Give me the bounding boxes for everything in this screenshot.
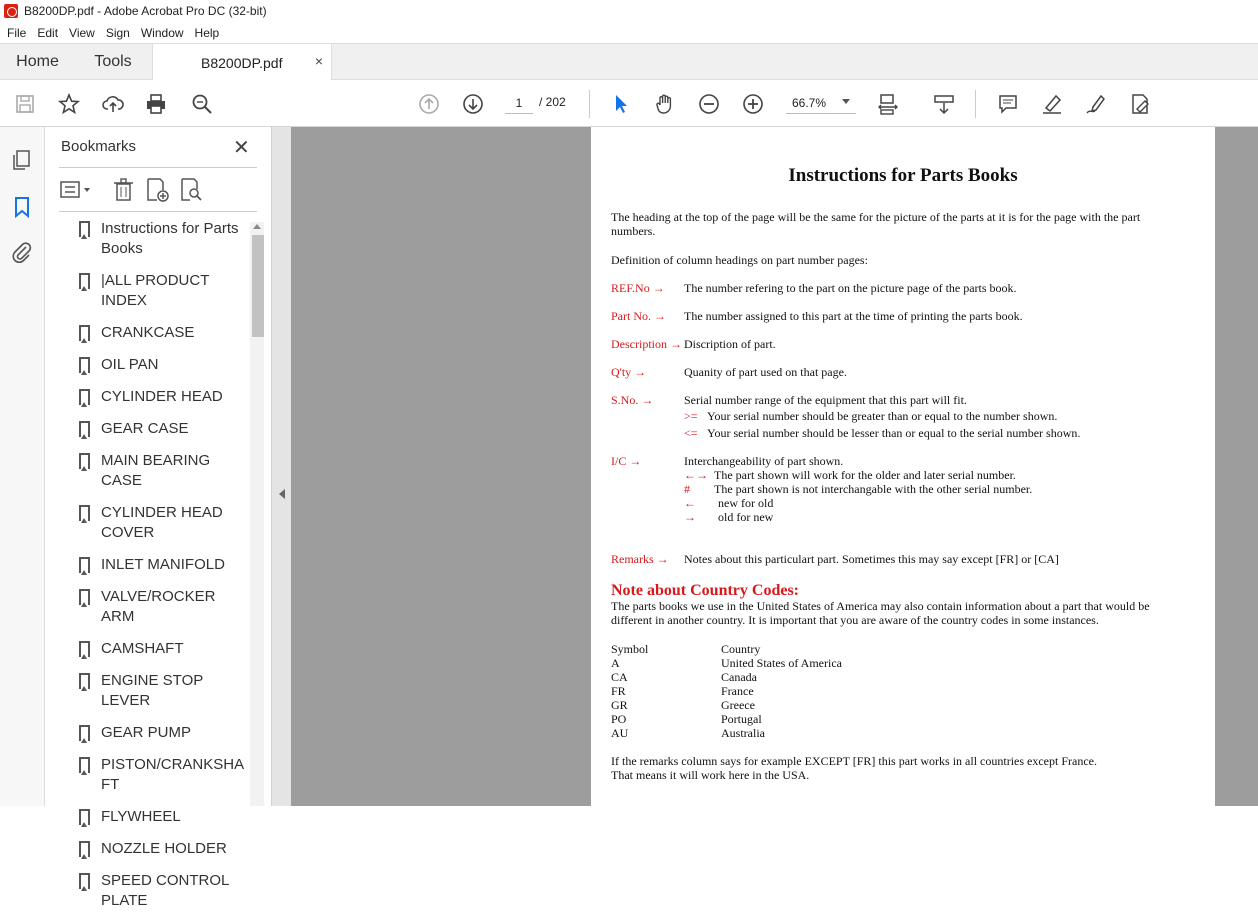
options-menu-icon[interactable] — [59, 177, 85, 203]
tab-document-label: B8200DP.pdf — [201, 54, 283, 71]
hash-text: The part shown is not interchangable with the other serial number. — [714, 482, 1033, 496]
bookmark-icon — [79, 221, 90, 237]
menu-help[interactable]: Help — [194, 25, 220, 40]
country-symbol: FR — [611, 684, 626, 698]
scroll-mode-icon[interactable] — [932, 92, 956, 116]
right-arrow-text: old for new — [718, 510, 774, 524]
bookmark-item[interactable] — [59, 755, 249, 807]
footer-line-2: That means it will work here in the USA. — [611, 768, 810, 782]
description-text: Discription of part. — [684, 337, 776, 351]
bookmark-icon — [79, 453, 90, 469]
le-symbol: <= — [684, 426, 698, 440]
delete-bookmark-icon[interactable] — [111, 177, 137, 203]
star-icon[interactable] — [57, 92, 81, 116]
panel-splitter[interactable] — [271, 127, 291, 806]
page-fit-icon[interactable] — [876, 92, 900, 116]
country-name: France — [721, 684, 754, 698]
save-icon[interactable] — [13, 92, 37, 116]
bookmark-list — [59, 219, 249, 909]
edit-pdf-icon[interactable] — [1128, 92, 1152, 116]
bookmark-item[interactable] — [59, 807, 249, 839]
bookmark-label: NOZZLE HOLDER — [101, 840, 227, 857]
tab-bar — [0, 43, 1258, 80]
bookmark-item[interactable] — [59, 723, 249, 755]
country-symbol: GR — [611, 698, 628, 712]
window-title: B8200DP.pdf - Adobe Acrobat Pro DC (32-bit) — [24, 4, 267, 18]
document-viewer[interactable] — [291, 127, 1258, 806]
tab-tools[interactable]: Tools — [94, 53, 132, 70]
chevron-down-icon — [842, 99, 850, 104]
country-name: Portugal — [721, 712, 762, 726]
description-label: Description → — [611, 337, 682, 351]
bookmark-item[interactable] — [59, 587, 249, 639]
bookmark-label: GEAR CASE — [101, 420, 189, 437]
ic-text: Interchangeability of part shown. — [684, 454, 844, 468]
sno-label: S.No. → — [611, 393, 654, 407]
country-symbol: A — [611, 656, 620, 670]
zoom-in-icon[interactable] — [741, 92, 765, 116]
bookmark-icon — [79, 809, 90, 825]
bookmark-label: CRANKCASE — [101, 324, 195, 341]
bookmark-item[interactable] — [59, 271, 249, 323]
bookmark-label: CYLINDER HEAD COVER — [101, 504, 223, 541]
part-no-text: The number assigned to this part at the time of printing the parts book. — [684, 309, 1023, 323]
bookmark-label: MAIN BEARING CASE — [101, 452, 211, 489]
sno-text: Serial number range of the equipment that this part will fit. — [684, 393, 967, 407]
country-name: Australia — [721, 726, 765, 740]
bookmark-label: Instructions for Parts Books — [101, 220, 239, 257]
zoom-out-icon[interactable] — [697, 92, 721, 116]
bookmark-scrollbar-thumb[interactable] — [252, 235, 264, 337]
bookmark-item[interactable] — [59, 451, 249, 503]
ic-label: I/C → — [611, 454, 642, 468]
cloud-upload-icon[interactable] — [101, 92, 125, 116]
tab-home[interactable]: Home — [16, 53, 59, 70]
country-column-header: Country — [721, 642, 761, 656]
select-cursor-icon[interactable] — [609, 92, 633, 116]
next-page-icon[interactable] — [461, 92, 485, 116]
bookmark-icon — [79, 841, 90, 857]
bookmark-icon — [79, 325, 90, 341]
menu-view[interactable]: View — [69, 25, 95, 40]
tab-document[interactable] — [152, 44, 332, 81]
remarks-text: Notes about this particulart part. Sometimes this may say except [FR] or [CA] — [684, 552, 1059, 566]
bookmark-label: CYLINDER HEAD — [101, 388, 223, 405]
page-thumbnails-icon[interactable] — [10, 148, 34, 172]
left-arrow-text: new for old — [718, 496, 774, 510]
bookmark-icon — [79, 873, 90, 889]
hand-tool-icon[interactable] — [653, 92, 677, 116]
bookmark-icon — [79, 421, 90, 437]
left-arrow-symbol: ← — [684, 496, 696, 510]
bookmark-icon — [79, 505, 90, 521]
le-text: Your serial number should be lesser than or equal to the serial number shown. — [707, 426, 1081, 440]
country-symbol: PO — [611, 712, 627, 726]
collapse-panel-icon[interactable] — [279, 489, 285, 499]
bookmarks-panel-icon[interactable] — [10, 195, 34, 219]
bookmark-label: PISTON/CRANKSHAFT — [101, 756, 245, 793]
bookmark-item[interactable] — [59, 355, 249, 387]
scroll-up-icon[interactable] — [253, 224, 261, 229]
close-icon[interactable]: ✕ — [233, 137, 250, 159]
bookmark-item[interactable] — [59, 639, 249, 671]
bookmark-item[interactable] — [59, 871, 249, 923]
both-text: The part shown will work for the older and later serial number. — [714, 468, 1016, 482]
menu-bar — [0, 22, 1258, 43]
country-name: United States of America — [721, 656, 842, 670]
bookmark-search-icon[interactable] — [179, 177, 205, 203]
previous-page-icon[interactable] — [417, 92, 441, 116]
both-symbol: ←→ — [684, 468, 708, 482]
bookmark-item[interactable] — [59, 387, 249, 419]
bookmark-label: SPEED CONTROL PLATE — [101, 872, 229, 909]
remarks-label: Remarks → — [611, 552, 669, 566]
bookmark-icon — [79, 725, 90, 741]
tab-close-icon[interactable]: × — [314, 53, 323, 69]
zoom-level-select[interactable] — [786, 92, 856, 114]
bookmark-label: FLYWHEEL — [101, 808, 181, 825]
sign-icon[interactable] — [1084, 92, 1108, 116]
note-line-2: different in another country. It is important that you are aware of the country codes in some instances. — [611, 613, 1099, 627]
highlight-pen-icon[interactable] — [1040, 92, 1064, 116]
panel-divider — [59, 211, 257, 212]
attachments-icon[interactable] — [10, 240, 34, 264]
bookmark-item[interactable] — [59, 503, 249, 555]
bookmark-label: OIL PAN — [101, 356, 159, 373]
bookmarks-panel — [45, 127, 271, 909]
page-number-input[interactable]: 1 — [505, 92, 533, 114]
menu-window[interactable]: Window — [140, 25, 184, 40]
bookmark-icon — [79, 589, 90, 605]
part-no-label: Part No. → — [611, 309, 666, 323]
country-codes-heading: Note about Country Codes: — [611, 582, 799, 599]
pdf-page — [591, 127, 1215, 806]
left-rail — [0, 127, 45, 806]
toolbar — [0, 80, 1258, 127]
bookmark-icon — [79, 757, 90, 773]
bookmark-item[interactable] — [59, 839, 249, 871]
country-name: Greece — [721, 698, 755, 712]
title-bar — [0, 0, 1258, 22]
comment-icon[interactable] — [996, 92, 1020, 116]
qty-text: Quanity of part used on that page. — [684, 365, 847, 379]
bookmark-icon — [79, 673, 90, 689]
bookmark-label: |ALL PRODUCT INDEX — [101, 272, 210, 309]
bookmark-icon — [79, 273, 90, 289]
menu-sign[interactable]: Sign — [105, 25, 130, 40]
bookmark-icon — [79, 389, 90, 405]
bookmark-label: INLET MANIFOLD — [101, 556, 225, 573]
bookmark-item[interactable] — [59, 323, 249, 355]
bookmark-item[interactable] — [59, 671, 249, 723]
toolbar-divider — [975, 90, 976, 118]
qty-label: Q'ty → — [611, 365, 647, 379]
bookmark-label: VALVE/ROCKER ARM — [101, 588, 216, 625]
bookmark-label: CAMSHAFT — [101, 640, 184, 657]
ge-symbol: >= — [684, 409, 698, 423]
menu-file[interactable]: File — [7, 25, 27, 40]
new-bookmark-icon[interactable] — [145, 177, 171, 203]
definition-heading: Definition of column headings on part number pages: — [611, 253, 868, 267]
acrobat-logo-icon — [4, 4, 18, 18]
country-symbol: AU — [611, 726, 629, 740]
bookmark-icon — [79, 557, 90, 573]
page-heading: Instructions for Parts Books — [788, 165, 1018, 186]
symbol-column-header: Symbol — [611, 642, 649, 656]
zoom-level-value: 66.7% — [792, 95, 827, 110]
bookmark-item[interactable] — [59, 555, 249, 587]
menu-edit[interactable]: Edit — [37, 25, 59, 40]
intro-text: The heading at the top of the page will be the same for the picture of the parts at it is for the page with the part numbers. — [611, 210, 1141, 238]
bookmark-item[interactable] — [59, 219, 249, 271]
panel-divider — [59, 167, 257, 168]
note-line-1: The parts books we use in the United States of America may also contain information about a part that would be — [611, 599, 1150, 613]
bookmark-label: GEAR PUMP — [101, 724, 192, 741]
right-arrow-symbol: → — [684, 510, 696, 524]
footer-line-1: If the remarks column says for example EXCEPT [FR] this part works in all countries except France. — [611, 754, 1097, 768]
country-symbol: CA — [611, 670, 628, 684]
search-zoom-icon[interactable] — [190, 92, 214, 116]
print-icon[interactable] — [144, 92, 168, 116]
bookmark-icon — [79, 357, 90, 373]
bookmark-icon — [79, 641, 90, 657]
bookmark-label: ENGINE STOP LEVER — [101, 672, 203, 709]
page-total: / 202 — [539, 95, 566, 109]
ref-no-text: The number refering to the part on the picture page of the parts book. — [684, 281, 1017, 295]
ref-no-label: REF.No → — [611, 281, 665, 295]
bookmark-item[interactable] — [59, 419, 249, 451]
country-name: Canada — [721, 670, 757, 684]
toolbar-divider — [589, 90, 590, 118]
hash-symbol: # — [684, 482, 690, 496]
bookmarks-title: Bookmarks — [61, 138, 137, 155]
ge-text: Your serial number should be greater than or equal to the number shown. — [707, 409, 1058, 423]
